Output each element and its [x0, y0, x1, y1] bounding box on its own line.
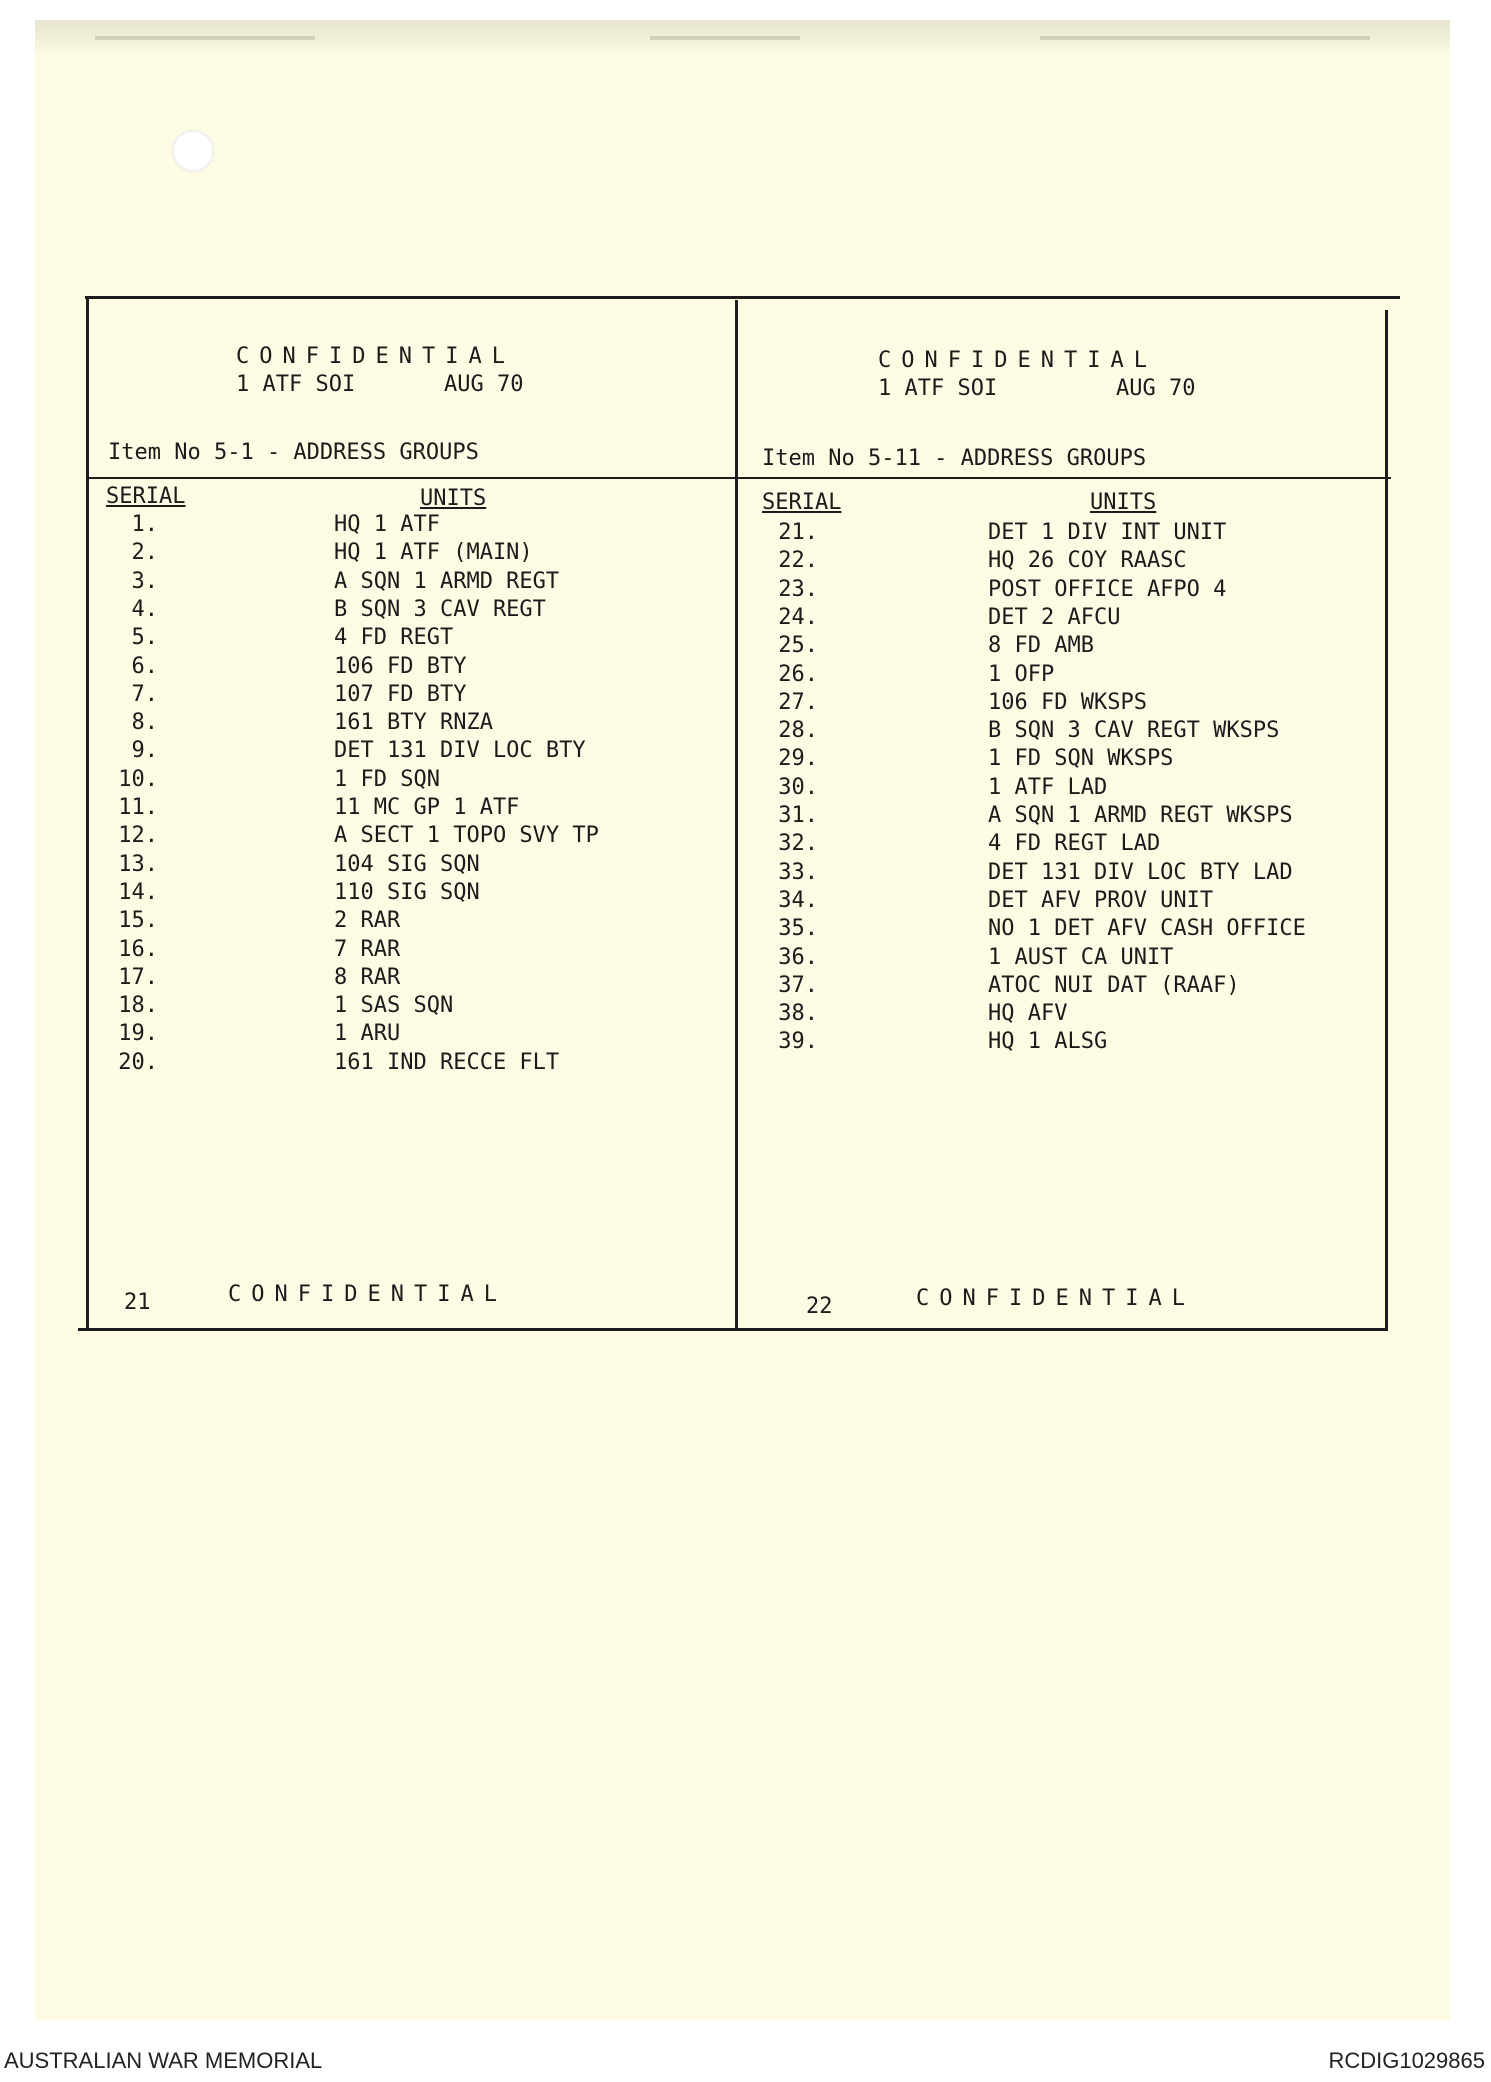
serial-number: 9.	[131, 738, 158, 764]
unit-name: B SQN 3 CAV REGT	[334, 596, 546, 622]
serial-number: 20.	[118, 1049, 158, 1075]
right-panel	[738, 300, 1383, 1330]
left-panel	[88, 300, 733, 1330]
serial-number: 16.	[118, 936, 158, 962]
date-label: AUG 70	[1116, 376, 1196, 401]
page-number: 22	[806, 1294, 833, 1319]
unit-name: DET 131 DIV LOC BTY	[334, 738, 586, 764]
unit-name: POST OFFICE AFPO 4	[988, 576, 1227, 602]
serial-number: 35.	[778, 916, 818, 942]
unit-name: 161 BTY RNZA	[334, 710, 493, 736]
serial-number: 38.	[778, 1001, 818, 1027]
unit-name: 11 MC GP 1 ATF	[334, 795, 520, 820]
archive-reference: RCDIG1029865	[1328, 2048, 1485, 2073]
punch-hole	[172, 130, 214, 172]
units-column-header: UNITS	[1090, 490, 1157, 515]
confidential-heading: CONFIDENTIAL	[878, 348, 1157, 373]
unit-name: 1 FD SQN WKSPS	[988, 746, 1174, 772]
serial-number: 5.	[131, 625, 158, 651]
item-label: Item No 5-1 - ADDRESS GROUPS	[108, 440, 479, 465]
unit-name: 1 OFP	[988, 661, 1055, 687]
serial-number: 22.	[778, 548, 818, 574]
serial-number: 31.	[778, 803, 818, 828]
serial-number: 19.	[118, 1021, 158, 1047]
faded-header-mark	[650, 36, 800, 40]
serial-column-header: SERIAL	[762, 490, 842, 515]
serial-number: 28.	[778, 718, 818, 744]
unit-name: 107 FD BTY	[334, 681, 467, 707]
serial-number: 34.	[778, 887, 818, 913]
serial-number: 39.	[778, 1029, 818, 1055]
serial-number: 17.	[118, 964, 158, 990]
serial-number: 8.	[131, 710, 158, 736]
unit-name: 8 FD AMB	[988, 633, 1094, 659]
serial-number: 21.	[778, 520, 818, 545]
unit-name: HQ 1 ALSG	[988, 1029, 1108, 1055]
item-label: Item No 5-11 - ADDRESS GROUPS	[762, 446, 1147, 471]
unit-name: HQ 1 ATF (MAIN)	[334, 540, 533, 566]
unit-name: HQ AFV	[988, 1001, 1068, 1027]
unit-name: 8 RAR	[334, 964, 401, 990]
unit-name: NO 1 DET AFV CASH OFFICE	[988, 916, 1306, 942]
unit-name: 7 RAR	[334, 936, 401, 962]
soi-label: 1 ATF SOI	[236, 372, 356, 397]
unit-name: 104 SIG SQN	[334, 851, 480, 877]
unit-name: 106 FD WKSPS	[988, 689, 1147, 715]
unit-name: 1 FD SQN	[334, 766, 440, 792]
unit-name: B SQN 3 CAV REGT WKSPS	[988, 718, 1280, 744]
faded-header-mark	[1040, 36, 1370, 40]
serial-number: 36.	[778, 944, 818, 970]
unit-name: 4 FD REGT LAD	[988, 831, 1161, 857]
faded-header-mark	[95, 36, 315, 40]
unit-name: 2 RAR	[334, 908, 401, 934]
serial-number: 23.	[778, 576, 818, 602]
serial-number: 12.	[118, 823, 158, 849]
unit-name: DET AFV PROV UNIT	[988, 887, 1214, 913]
unit-name: ATOC NUI DAT (RAAF)	[988, 972, 1240, 998]
unit-name: HQ 1 ATF	[334, 512, 440, 537]
unit-name: A SQN 1 ARMD REGT WKSPS	[988, 803, 1293, 828]
unit-name: HQ 26 COY RAASC	[988, 548, 1187, 574]
unit-name: 1 SAS SQN	[334, 993, 454, 1019]
serial-number: 32.	[778, 831, 818, 857]
page-number: 21	[124, 1290, 151, 1315]
unit-name: 1 ARU	[334, 1021, 401, 1047]
archive-credit: AUSTRALIAN WAR MEMORIAL	[4, 2048, 323, 2073]
frame-top-line	[85, 296, 1400, 299]
serial-number: 37.	[778, 972, 818, 998]
serial-number: 7.	[131, 681, 158, 707]
unit-name: 106 FD BTY	[334, 653, 467, 679]
serial-number: 3.	[131, 568, 158, 594]
confidential-heading: CONFIDENTIAL	[236, 344, 515, 369]
serial-number: 24.	[778, 604, 818, 630]
serial-number: 15.	[118, 908, 158, 934]
date-label: AUG 70	[444, 372, 524, 397]
serial-number: 10.	[118, 766, 158, 792]
serial-number: 26.	[778, 661, 818, 687]
unit-name: DET 131 DIV LOC BTY LAD	[988, 859, 1293, 885]
unit-name: 161 IND RECCE FLT	[334, 1049, 560, 1075]
serial-number: 6.	[131, 653, 158, 679]
unit-name: 1 ATF LAD	[988, 774, 1108, 800]
unit-name: 1 AUST CA UNIT	[988, 944, 1174, 970]
unit-name: DET 2 AFCU	[988, 604, 1121, 630]
serial-number: 25.	[778, 633, 818, 659]
confidential-footer: CONFIDENTIAL	[916, 1286, 1195, 1311]
serial-number: 13.	[118, 851, 158, 877]
serial-number: 2.	[131, 540, 158, 566]
serial-number: 11.	[118, 795, 158, 820]
serial-number: 4.	[131, 596, 158, 622]
serial-number: 1.	[131, 512, 158, 537]
serial-number: 14.	[118, 879, 158, 905]
serial-number: 29.	[778, 746, 818, 772]
frame-right-line	[1385, 310, 1388, 1330]
confidential-footer: CONFIDENTIAL	[228, 1282, 507, 1307]
soi-label: 1 ATF SOI	[878, 376, 998, 401]
serial-column-header: SERIAL	[106, 484, 186, 509]
serial-number: 33.	[778, 859, 818, 885]
unit-name: DET 1 DIV INT UNIT	[988, 520, 1227, 545]
units-column-header: UNITS	[420, 486, 487, 511]
unit-name: A SECT 1 TOPO SVY TP	[334, 823, 599, 849]
serial-number: 30.	[778, 774, 818, 800]
unit-name: A SQN 1 ARMD REGT	[334, 568, 560, 594]
unit-name: 4 FD REGT	[334, 625, 454, 651]
serial-number: 18.	[118, 993, 158, 1019]
serial-number: 27.	[778, 689, 818, 715]
unit-name: 110 SIG SQN	[334, 879, 480, 905]
